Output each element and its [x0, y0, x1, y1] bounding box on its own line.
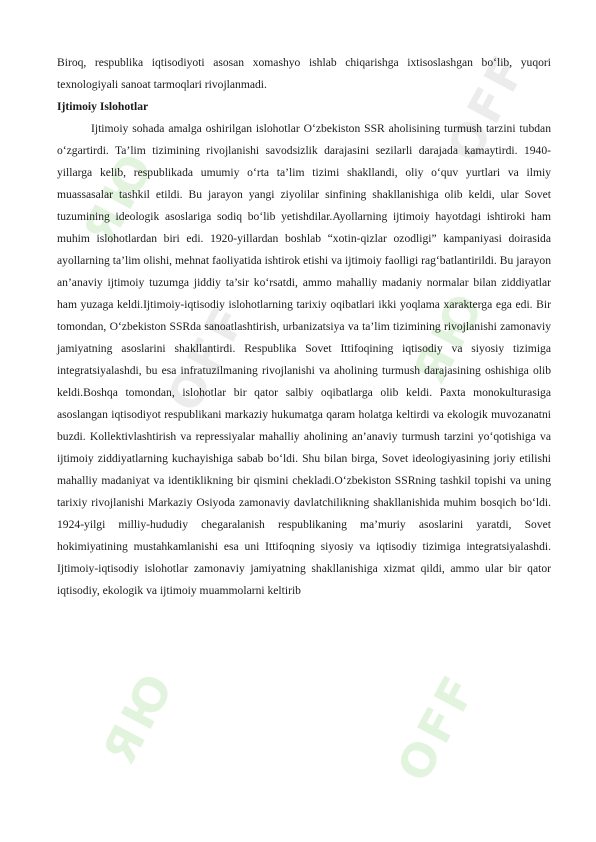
- document-body: [57, 52, 551, 602]
- watermark-mark: ЯЮ: [92, 661, 186, 773]
- intro-paragraph: Biroq, respublika iqtisodiyoti asosan xomashyo ishlab chiqarishga ixtisoslashgan bo‘lib, yuqori texnologiyali sanoat tarmoqlari rivojlanmadi.: [57, 56, 551, 91]
- watermark-mark: ЯЮ: [72, 141, 166, 253]
- watermark-mark: OFF: [436, 44, 538, 170]
- body-paragraph: Ijtimoiy sohada amalga oshirilgan islohotlar O‘zbekiston SSR aholisining turmush tarzini tubdan o‘zgartirdi. Ta’lim tizimining rivojlanishi savodsizlik darajasini sezilarli darajada kamaytirdi. 1940-yillarga kelib, respublikada umumiy o‘rta ta’lim tizimi shakllandi, oliy o‘quv yurtlari va ilmiy muassasalar tashkil etildi. Bu jarayon yangi ziyolilar sinfining shakllanishiga olib keldi, ular Sovet tuzumining ideologik asoslariga sodiq bo‘lib yetishdilar.Ayollarning ijtimoiy hayotdagi ishtiroki ham muhim islohotlardan biri edi. 1920-yillardan boshlab “xotin-qizlar ozodligi” kampaniyasi doirasida ayollarning ta’lim olishi, mehnat faoliyatida ishtirok etishi va ijtimoiy faolligi rag‘batlantirildi. Bu jarayon an’anaviy ijtimoiy tuzumga jiddiy ta’sir ko‘rsatdi, ammo mahalliy madaniy normalar bilan ziddiyatlar ham yuzaga keldi.Ijtimoiy-iqtisodiy islohotlarning tarixiy oqibatlari ikki yoqlama xarakterga ega edi. Bir tomondan, O‘zbekiston SSRda sanoatlashtirish, urbanizatsiya va ta’lim tizimining rivojlanishi zamonaviy jamiyatning asoslarini shakllantirdi. Respublika Sovet Ittifoqining iqtisodiy va siyosiy tizimiga integratsiyalashdi, bu esa infratuzilmaning rivojlanishi va aholining turmush darajasining oshishiga olib keldi.Boshqa tomondan, islohotlar bir qator salbiy oqibatlarga olib keldi. Paxta monokulturasiga asoslangan iqtisodiyot respublikani markaziy hukumatga qaram holatga keltirdi va ekologik muvozanatni buzdi. Kollektivlashtirish va repressiyalar mahalliy aholining an’anaviy turmush tarzini yo‘qotishiga va ijtimoiy ziddiyatlarning kuchayishiga sabab bo‘ldi. Shu bilan birga, Sovet ideologiyasining joriy etilishi mahalliy madaniyat va identiklikning bir qismini chekladi.O‘zbekiston SSRning tashkil topishi va uning tarixiy rivojlanishi Markaziy Osiyoda zamonaviy davlatchilikning shakllanishida muhim bosqich bo‘ldi. 1924-yilgi milliy-hududiy chegaralanish respublikaning ma’muriy asoslarini yaratdi, Sovet hokimiyatining mustahkamlanishi esa uni Ittifoqning siyosiy va iqtisodiy tizimiga integratsiyalashdi. Ijtimoiy-iqtisodiy islohotlar zamonaviy jamiyatning shakllanishiga xizmat qildi, ammo ular bir qator iqtisodiy, ekologik va ijtimoiy muammolarni keltirib: [57, 122, 551, 597]
- watermark-mark: OFF: [386, 664, 488, 790]
- watermark-mark: ЯЮ: [402, 281, 496, 393]
- section-heading: Ijtimoiy Islohotlar: [57, 100, 149, 113]
- watermark-mark: OFF: [156, 294, 258, 420]
